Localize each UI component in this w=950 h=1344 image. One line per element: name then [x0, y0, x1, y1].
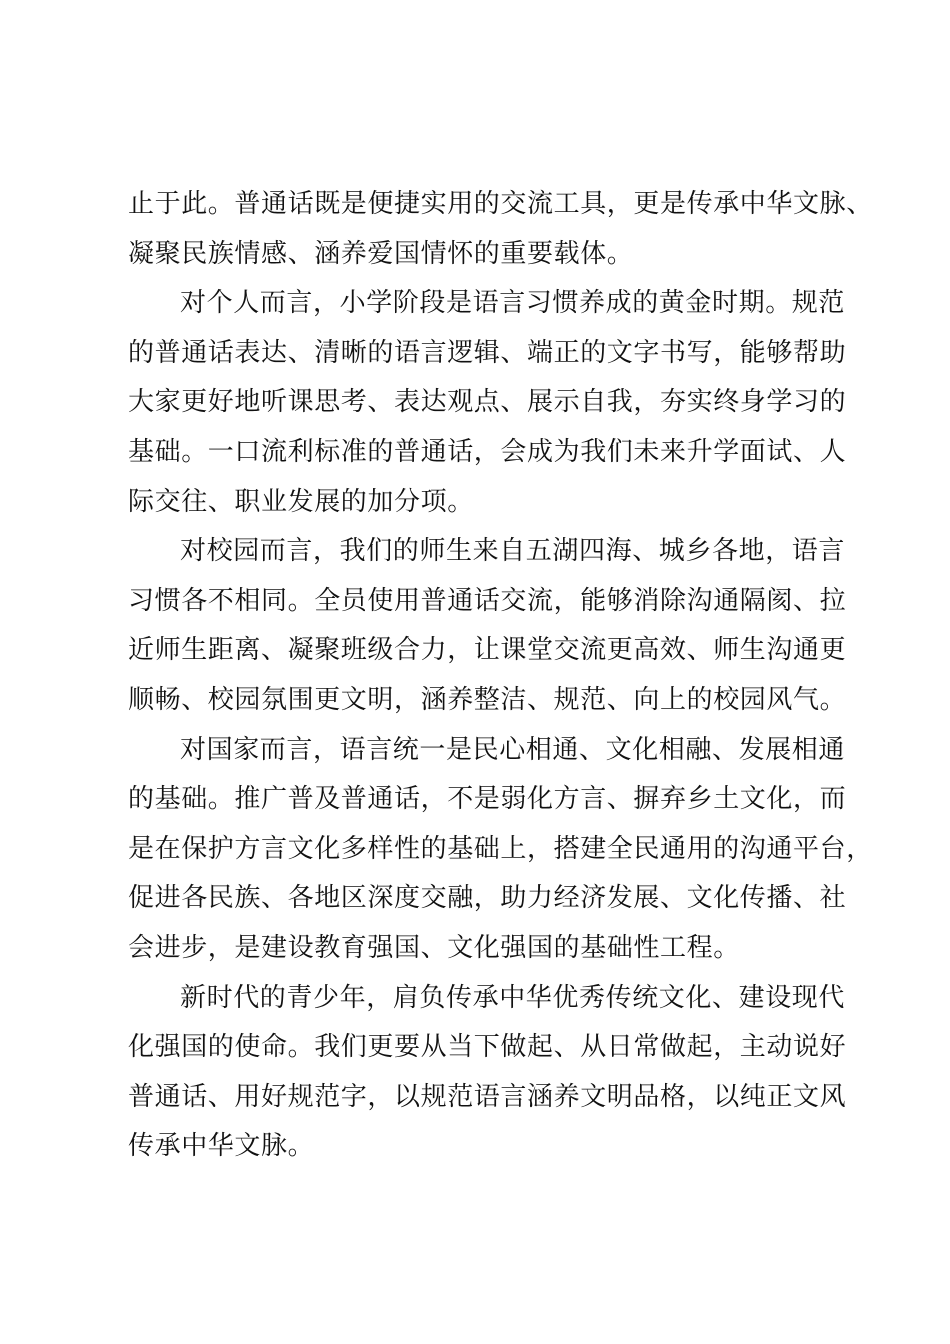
- text-line: 新时代的青少年，肩负传承中华优秀传统文化、建设现代: [180, 982, 846, 1013]
- text-line: 基础。一口流利标准的普通话，会成为我们未来升学面试、人: [128, 436, 847, 467]
- text-line: 对个人而言，小学阶段是语言习惯养成的黄金时期。规范: [180, 288, 846, 319]
- paragraph-1: [128, 180, 873, 279]
- text-line: 习惯各不相同。全员使用普通话交流，能够消除沟通隔阂、拉: [128, 585, 847, 616]
- text-line: 化强国的使命。我们更要从当下做起、从日常做起，主动说好: [128, 1032, 847, 1063]
- text-line: 顺畅、校园氛围更文明，涵养整洁、规范、向上的校园风气。: [128, 684, 847, 715]
- text-line: 促进各民族、各地区深度交融，助力经济发展、文化传播、社: [128, 883, 847, 914]
- paragraph-3: [128, 527, 848, 725]
- text-line: 是在保护方言文化多样性的基础上，搭建全民通用的沟通平台，: [128, 833, 873, 864]
- body-text: [128, 180, 873, 1172]
- text-line: 会进步，是建设教育强国、文化强国的基础性工程。: [128, 932, 740, 963]
- paragraph-5: [128, 974, 848, 1172]
- text-line: 凝聚民族情感、涵养爱国情怀的重要载体。: [128, 238, 634, 269]
- paragraph-2: [128, 279, 848, 527]
- text-line: 对校园而言，我们的师生来自五湖四海、城乡各地，语言: [180, 536, 846, 567]
- text-line: 近师生距离、凝聚班级合力，让课堂交流更高效、师生沟通更: [128, 635, 847, 666]
- text-line: 传承中华文脉。: [128, 1131, 315, 1162]
- text-line: 大家更好地听课思考、表达观点、展示自我，夯实终身学习的: [128, 387, 847, 418]
- text-line: 的基础。推广普及普通话，不是弱化方言、摒弃乡土文化，而: [128, 784, 847, 815]
- paragraph-4: [128, 726, 873, 974]
- text-line: 对国家而言，语言统一是民心相通、文化相融、发展相通: [180, 734, 846, 765]
- text-line: 普通话、用好规范字，以规范语言涵养文明品格，以纯正文风: [128, 1081, 847, 1112]
- text-line: 际交往、职业发展的加分项。: [128, 486, 474, 517]
- text-line: 的普通话表达、清晰的语言逻辑、端正的文字书写，能够帮助: [128, 337, 847, 368]
- text-line: 止于此。普通话既是便捷实用的交流工具，更是传承中华文脉、: [128, 189, 873, 219]
